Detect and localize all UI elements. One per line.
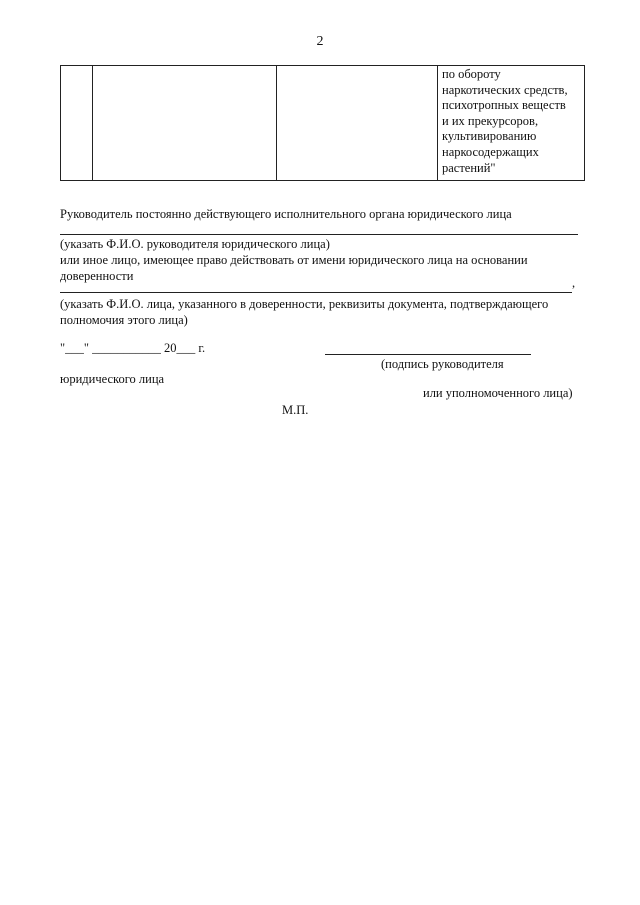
table-row: [61, 66, 585, 181]
activity-line: и их прекурсоров,: [442, 113, 539, 128]
head-name-blank[interactable]: [60, 234, 578, 235]
seal-label: М.П.: [282, 403, 309, 417]
activity-line: по обороту: [442, 67, 501, 81]
activity-line: растений": [442, 160, 496, 175]
head-name-hint: (указать Ф.И.О. руководителя юридического лица): [60, 237, 330, 251]
alt-person-hint: полномочия этого лица): [60, 313, 188, 327]
trailing-comma: ,: [572, 276, 576, 290]
alt-person-text: доверенности: [60, 269, 134, 283]
activity-line: культивированию: [442, 129, 537, 144]
date-field[interactable]: "___" ___________ 20___ г.: [60, 341, 206, 355]
table-cell-name: [93, 66, 277, 181]
table-cell-details: [277, 66, 438, 181]
page-number: 2: [316, 34, 324, 49]
table-cell-activity: [438, 66, 585, 181]
table-cell-number: [61, 66, 93, 181]
signature-hint: или уполномоченного лица): [423, 386, 573, 400]
activity-line: наркотических средств,: [442, 82, 568, 97]
signature-hint: юридического лица: [60, 372, 165, 386]
alt-person-text: или иное лицо, имеющее право действовать от имени юридического лица на основании: [60, 253, 528, 267]
alt-person-hint: (указать Ф.И.О. лица, указанного в доверенности, реквизиты документа, подтверждающего: [60, 297, 549, 311]
activity-text: [438, 66, 584, 176]
head-label: Руководитель постоянно действующего исполнительного органа юридического лица: [60, 207, 512, 221]
activity-line: психотропных веществ: [442, 98, 566, 113]
signature-blank[interactable]: [325, 354, 531, 355]
activity-line: наркосодержащих: [442, 144, 539, 159]
alt-person-name-blank[interactable]: [60, 292, 572, 293]
continuation-table: [60, 65, 585, 181]
signature-hint: (подпись руководителя: [381, 357, 504, 371]
